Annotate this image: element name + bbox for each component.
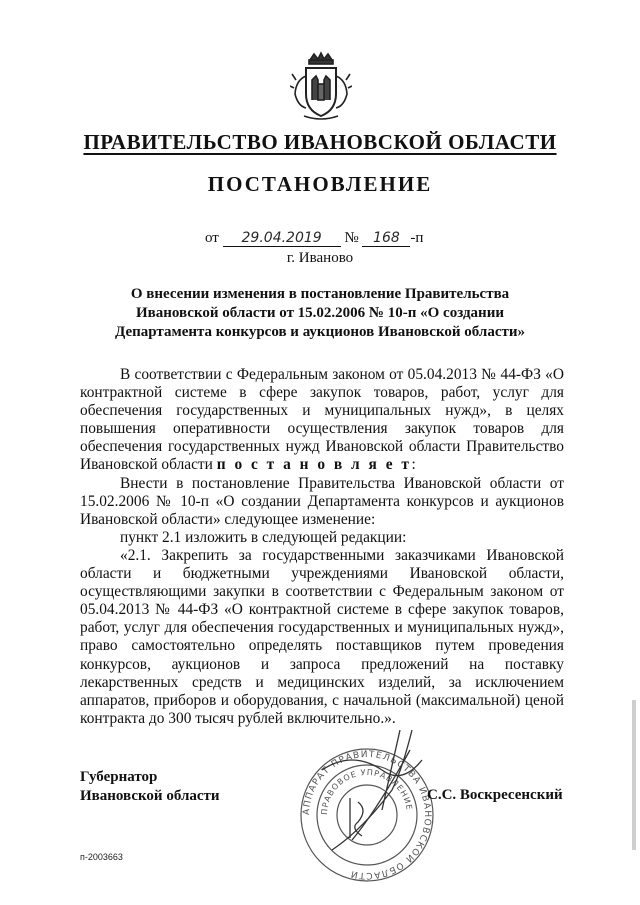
document-subject bbox=[60, 285, 580, 342]
body-paragraph: пункт 2.1 изложить в следующей редакции: bbox=[120, 528, 407, 546]
signatory-title: Губернатор Ивановской области bbox=[80, 769, 220, 804]
number-sign: № bbox=[344, 230, 359, 246]
city-name: г. Иваново bbox=[286, 250, 354, 266]
official-stamp-and-signature bbox=[292, 710, 442, 890]
body-paragraph: В соответствии с Федеральным законом от 05.04.2013 № 44-ФЗ «О контрактной системе в сфере закупок товаров, работ, услуг для обеспечения государственных и муниципальных нужд», в целях повышения оперативности осуществления закупок товаров для обеспечения государственных нужд Ивановской области Правительство Ивановской области п о с т а н о в л я е т: bbox=[80, 366, 564, 474]
subject-line: О внесении изменения в постановление Правительства bbox=[130, 286, 510, 302]
coat-of-arms-emblem bbox=[290, 50, 352, 124]
date-number-line bbox=[205, 230, 423, 247]
scan-edge-mark bbox=[632, 700, 636, 850]
stamp-inner-text: ПРАВОВОЕ УПРАВЛЕНИЕ bbox=[319, 767, 414, 816]
government-title: ПРАВИТЕЛЬСТВО ИВАНОВСКОЙ ОБЛАСТИ bbox=[83, 130, 557, 154]
subject-line: Ивановской области от 15.02.2006 № 10-п «О создании bbox=[135, 305, 504, 321]
subject-line: Департамента конкурсов и аукционов Ивановской области» bbox=[114, 324, 526, 340]
document-type-heading: ПОСТАНОВЛЕНИЕ bbox=[207, 172, 433, 196]
signatory-name: С.С. Воскресенский bbox=[427, 787, 563, 803]
date-prefix: от bbox=[205, 230, 219, 246]
amendment-paragraph: «2.1. Закрепить за государственными заказчиками Ивановской области и бюджетными учреждениями Ивановской области, осуществляющими закупки в соответствии с Федеральным законом от 05.04.2013 № 44-ФЗ «О контрактной системе в сфере закупок товаров, работ, услуг для обеспечения государственных и муниципальных нужд», право самостоятельно определять поставщиков путем проведения конкурсов, аукционов и запроса предложений на поставку лекарственных средств и медицинских изделий, за исключением аппаратов, приборов и оборудования, с начальной (максимальной) ценой контракта до 300 тысяч рублей включительно.». bbox=[80, 546, 564, 727]
decree-word: п о с т а н о в л я е т bbox=[216, 456, 412, 474]
document-date: 29.04.2019 bbox=[223, 230, 341, 247]
document-number: 168 bbox=[362, 230, 410, 247]
document-id: п-2003663 bbox=[80, 852, 123, 862]
document-body bbox=[80, 366, 564, 728]
number-suffix: -п bbox=[410, 230, 424, 246]
stamp-ring-text: АППАРАТ ПРАВИТЕЛЬСТВА ИВАНОВСКОЙ ОБЛАСТИ bbox=[301, 749, 433, 881]
body-paragraph: Внести в постановление Правительства Ивановской области от 15.02.2006 № 10-п «О создании Департамента конкурсов и аукционов Ивановской области» следующее изменение: bbox=[80, 474, 564, 528]
